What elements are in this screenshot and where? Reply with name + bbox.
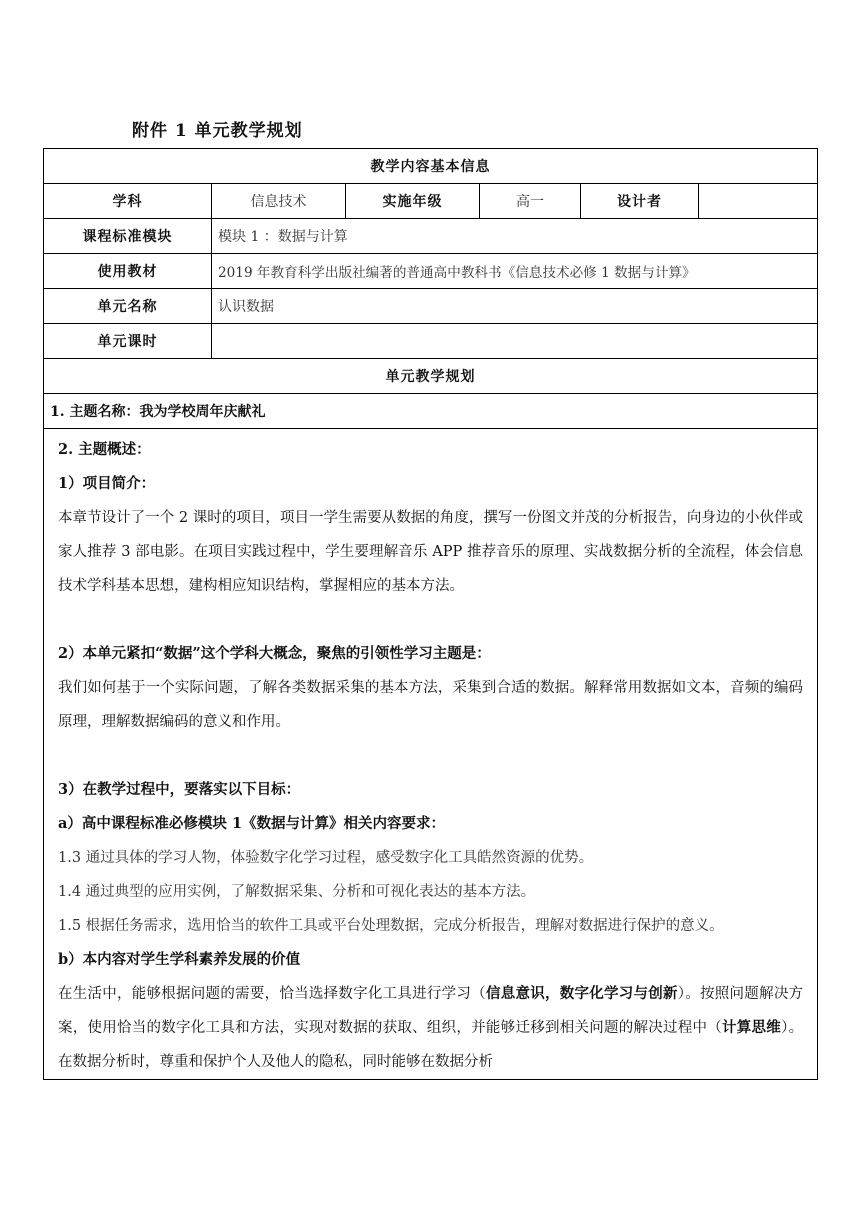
goal-a-item: 1.3 通过具体的学习人物，体验数字化学习过程，感受数字化工具皓然资源的优势。 (58, 850, 594, 866)
module-value: 模块 1 ：数据与计算 (212, 219, 818, 254)
textbook-label: 使用教材 (44, 254, 212, 289)
goal-a-item: 1.4 通过典型的应用实例，了解数据采集、分析和可视化表达的基本方法。 (58, 884, 536, 900)
subject-label: 学科 (44, 184, 212, 219)
concept-heading: 2）本单元紧扣“数据”这个学科大概念，聚焦的引领性学习主题是： (58, 645, 491, 662)
unit-planning-table (43, 148, 818, 1080)
topic-name: 1. 主题名称：我为学校周年庆献礼 (44, 394, 818, 429)
grade-label: 实施年级 (346, 184, 480, 219)
subject-value: 信息技术 (212, 184, 346, 219)
overview-cell (44, 429, 818, 1080)
goal-b-heading: b）本内容对学生学科素养发展的价值 (58, 951, 301, 968)
unit-name-value: 认识数据 (212, 289, 818, 324)
unit-hours-label: 单元课时 (44, 324, 212, 359)
designer-label: 设计者 (581, 184, 699, 219)
goal-a-heading: a）高中课程标准必修模块 1《数据与计算》相关内容要求： (58, 815, 446, 832)
unit-hours-value (212, 324, 818, 359)
grade-value: 高一 (480, 184, 581, 219)
overview-heading: 2. 主题概述： (58, 441, 151, 458)
planning-header: 单元教学规划 (44, 359, 818, 394)
goals-heading: 3）在教学过程中，要落实以下目标： (58, 781, 301, 798)
goal-a-item: 1.5 根据任务需求，选用恰当的软件工具或平台处理数据，完成分析报告，理解对数据进行保护的意义。 (58, 918, 724, 934)
designer-value (699, 184, 818, 219)
basic-info-header: 教学内容基本信息 (44, 149, 818, 184)
goal-b-text: 在生活中，能够根据问题的需要，恰当选择数字化工具进行学习（信息意识，数字化学习与创新）。按照问题解决方案，使用恰当的数字化工具和方法，实现对数据的获取、组织，并能够迁移到相关问题的解决过程中（计算思维）。在数据分析时，尊重和保护个人及他人的隐私，同时能够在数据分析 (58, 985, 804, 1070)
concept-text: 我们如何基于一个实际问题，了解各类数据采集的基本方法，采集到合适的数据。解释常用数据如文本，音频的编码原理，理解数据编码的意义和作用。 (58, 680, 804, 730)
intro-heading: 1）项目简介： (58, 475, 156, 492)
page-title: 附件 1 单元教学规划 (132, 121, 303, 141)
unit-name-label: 单元名称 (44, 289, 212, 324)
intro-text: 本章节设计了一个 2 课时的项目，项目一学生需要从数据的角度，撰写一份图文并茂的分析报告，向身边的小伙伴或家人推荐 3 部电影。在项目实践过程中，学生要理解音乐 APP 推荐音乐的原理、实战数据分析的全流程，体会信息技术学科基本思想，建构相应知识结构，掌握相应的基本方法。 (58, 510, 804, 594)
module-label: 课程标准模块 (44, 219, 212, 254)
textbook-value: 2019 年教育科学出版社编著的普通高中教科书《信息技术必修 1 数据与计算》 (212, 254, 818, 289)
